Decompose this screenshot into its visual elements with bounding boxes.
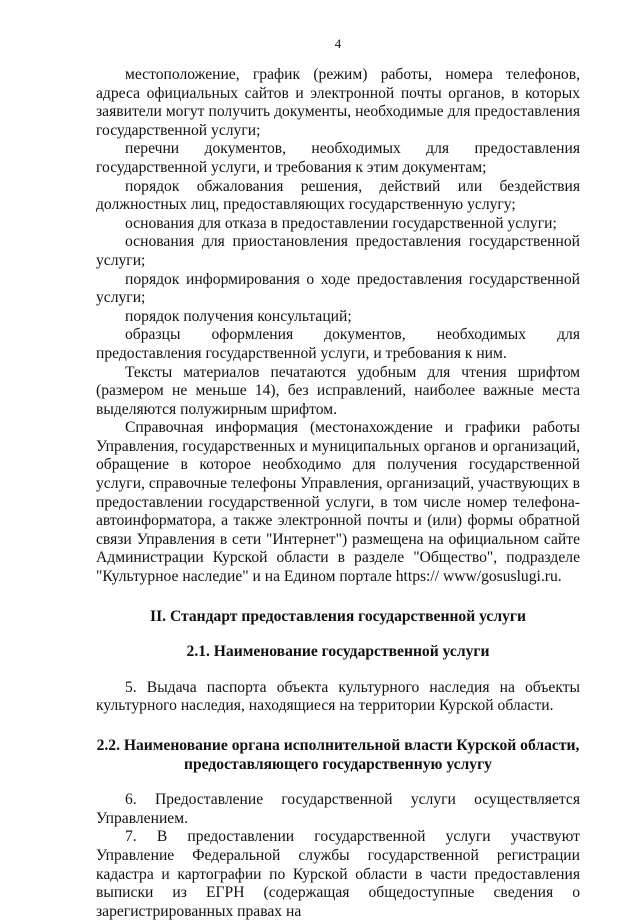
paragraph-consultations: порядок получения консультаций; (125, 307, 352, 325)
item-5-paragraph: 5. Выдача паспорта объекта культурного наследия на объекты культурного наследия, находящиеся на территории Курской области. (96, 678, 580, 715)
subsection-heading-service-name: 2.1. Наименование государственной услуги (186, 643, 490, 661)
paragraph-material-font: Тексты материалов печатаются удобным для чтения шрифтом (размером не меньше 14), без исправлений, наиболее важные места выделяются полужирным шрифтом. (96, 363, 580, 418)
subsection-heading-authority-line1: 2.2. Наименование органа исполнительной власти Курской области, (96, 737, 580, 754)
paragraph-progress-info: порядок информирования о ходе предоставления государственной услуги; (96, 270, 580, 307)
item-7-paragraph: 7. В предоставлении государственной услуги участвуют Управление Федеральной службы государственной регистрации кадастра и картографии по Курской области в части предоставления выписки из ЕГРН (содержащая общедоступные сведения о зарегистрированных правах на (96, 828, 580, 920)
section-heading: II. Стандарт предоставления государственной услуги (150, 607, 526, 625)
paragraph-location-schedule: местоположение, график (режим) работы, номера телефонов, адреса официальных сайтов и электронной почты органов, в которых заявители могут получить документы, необходимые для предоставления государственной услуги; (96, 66, 580, 139)
page-number: 4 (334, 36, 342, 51)
paragraph-suspension-grounds: основания для приостановления предоставления государственной услуги; (96, 233, 580, 269)
subsection-heading-authority-line2: предоставляющего государственную услугу (184, 755, 492, 773)
paragraph-reference-info: Справочная информация (местонахождение и графики работы Управления, государственных и муниципальных органов и организаций, обращение в которое необходимо для получения государственной услуги, справочные телефоны Управления, организаций, участвующих в предоставлении государственной услуги, в том числе номер телефона-автоинформатора, а также электронной почты и (или) формы обратной связи Управления в сети "Интернет") размещена на официальном сайте Администрации Курской области в разделе "Общество", подразделе "Культурное наследие" и на Едином портале https:// www/gosuslugi.ru. (96, 419, 580, 586)
subsection-heading-authority (96, 737, 580, 774)
paragraph-document-samples: образцы оформления документов, необходимых для предоставления государственной услуги, и требования к ним. (96, 326, 580, 362)
paragraph-document-lists: перечни документов, необходимых для предоставления государственной услуги, и требования к этим документам; (96, 140, 580, 176)
item-6-paragraph: 6. Предоставление государственной услуги осуществляется Управлением. (96, 791, 580, 827)
paragraph-refusal-grounds: основания для отказа в предоставлении государственной услуги; (125, 214, 557, 232)
paragraph-appeal-procedure: порядок обжалования решения, действий или бездействия должностных лиц, предоставляющих государственную услугу; (96, 177, 580, 214)
document-page (96, 36, 580, 921)
